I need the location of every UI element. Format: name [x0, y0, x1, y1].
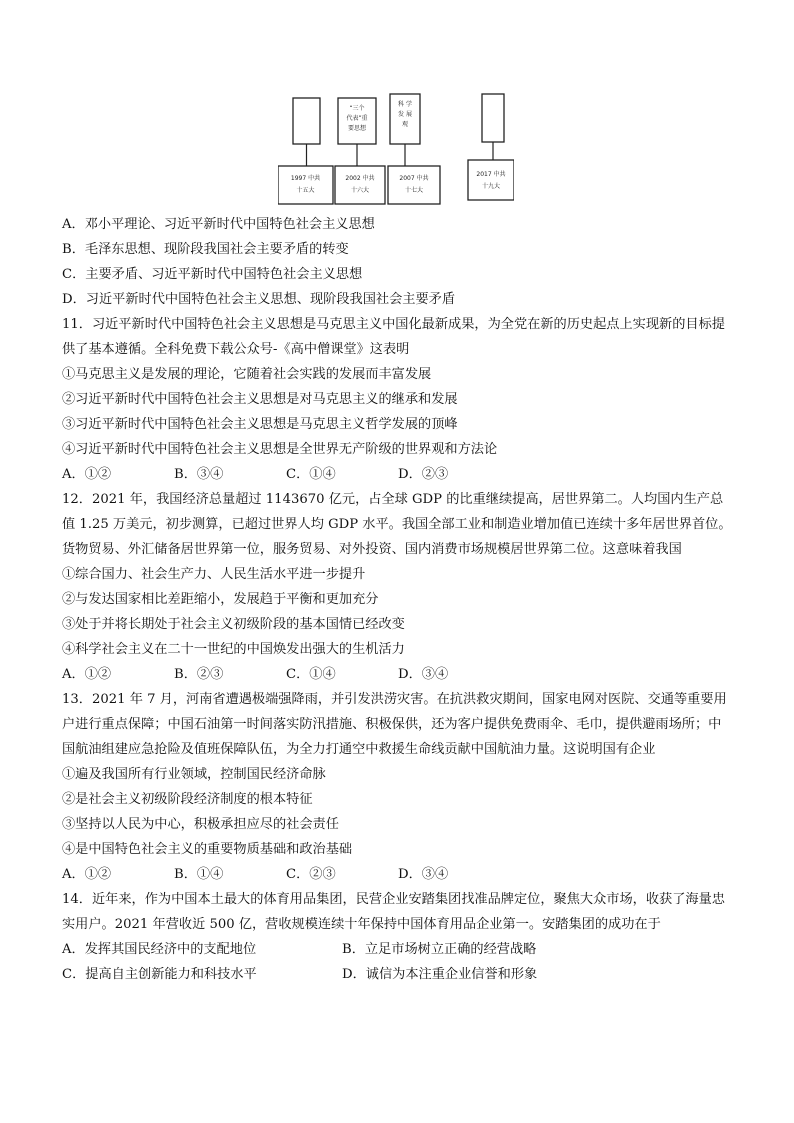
congress-2-line1: 2002 中共	[345, 175, 375, 182]
theory-box-4	[482, 94, 504, 142]
q14-option-b: B．立足市场树立正确的经营战略	[342, 942, 537, 957]
q11-item-2: ②习近平新时代中国特色社会主义思想是对马克思主义的继承和发展	[62, 392, 458, 407]
q13-option-d: D．③④	[398, 867, 449, 882]
q11-option-c: C．①④	[286, 467, 336, 482]
congress-box-4	[468, 160, 514, 200]
q12-option-c: C．①④	[286, 667, 336, 682]
q11-stem: 11．习近平新时代中国特色社会主义思想是马克思主义中国化最新成果，为全党在新的历史起点上实现新的目标提供了基本遵循。全科免费下载公众号-《高中僧课堂》这表明	[62, 317, 725, 357]
q13-option-c: C．②③	[286, 867, 336, 882]
q13-option-b: B．①④	[174, 867, 224, 882]
congress-4-line2: 十九大	[481, 183, 501, 190]
q11-options	[62, 462, 734, 487]
theory-2-line1: “三个	[349, 105, 365, 112]
q10-option-a: A．邓小平理论、习近平新时代中国特色社会主义思想	[62, 217, 375, 232]
congress-4-line1: 2017 中共	[476, 171, 506, 178]
q12-item-4: ④科学社会主义在二十一世纪的中国焕发出强大的生机活力	[62, 642, 405, 657]
q10-option-d: D．习近平新时代中国特色社会主义思想、现阶段我国社会主要矛盾	[62, 292, 456, 307]
q12-option-a: A．①②	[62, 667, 112, 682]
theory-box-1	[293, 98, 320, 144]
q13-item-4: ④是中国特色社会主义的重要物质基础和政治基础	[62, 842, 353, 857]
q14-options-row-1	[62, 937, 734, 962]
congress-1-line1: 1997 中共	[290, 175, 321, 182]
q13-stem: 13．2021 年 7 月，河南省遭遇极端强降雨，并引发洪涝灾害。在抗洪救灾期间，国家电网对医院、交通等重要用户进行重点保障；中国石油第一时间落实防汛措施、积极保供，还为客户提供免费雨伞、毛巾，提供避雨场所；中国航油组建应急抢险及值班保障队伍，为全力打通空中救援生命线贡献中国航油力量。这说明国有企业	[62, 692, 727, 757]
q14-option-c: C．提高自主创新能力和科技水平	[62, 967, 257, 982]
q12-option-b: B．②③	[174, 667, 224, 682]
congress-1-line2: 十五大	[296, 187, 315, 194]
timeline-diagram	[278, 88, 514, 206]
q14-option-d: D．诚信为本注重企业信誉和形象	[342, 967, 538, 982]
q11-item-1: ①马克思主义是发展的理论，它随着社会实践的发展而丰富发展	[62, 367, 432, 382]
q13-item-3: ③坚持以人民为中心，积极承担应尽的社会责任	[62, 817, 339, 832]
congress-3-line2: 十七大	[404, 187, 424, 194]
q10-option-b: B．毛泽东思想、现阶段我国社会主要矛盾的转变	[62, 242, 349, 257]
theory-3-line2: 发 展	[398, 111, 412, 118]
q13-item-2: ②是社会主义初级阶段经济制度的根本特征	[62, 792, 313, 807]
theory-3-line3: 观	[401, 121, 409, 128]
q12-item-3: ③处于并将长期处于社会主义初级阶段的基本国情已经改变	[62, 617, 405, 632]
q12-stem: 12．2021 年，我国经济总量超过 1143670 亿元，占全球 GDP 的比重继续提高，居世界第二。人均国内生产总值 1.25 万美元，初步测算，已超过世界人均 GDP 水平。我国全部工业和制造业增加值已连续十多年居世界首位。货物贸易、外汇储备居世界第一位，服务贸易、对外投资、国内消费市场规模居世界第二位。这意味着我国	[62, 492, 732, 557]
q13-option-a: A．①②	[62, 867, 112, 882]
q11-option-d: D．②③	[398, 467, 449, 482]
q14-options-row-2	[62, 962, 734, 987]
congress-3-line1: 2007 中共	[399, 175, 429, 182]
congress-box-2	[335, 166, 385, 204]
q14-option-a: A．发挥其国民经济中的支配地位	[62, 942, 257, 957]
theory-2-line2: 代表”重	[346, 115, 368, 122]
timeline-diagram-svg	[278, 88, 514, 206]
q11-option-a: A．①②	[62, 467, 112, 482]
q11-option-b: B．③④	[174, 467, 224, 482]
q12-options	[62, 662, 734, 687]
q13-item-1: ①遍及我国所有行业领域，控制国民经济命脉	[62, 767, 326, 782]
q12-option-d: D．③④	[398, 667, 449, 682]
congress-2-line2: 十六大	[350, 187, 370, 194]
q13-options	[62, 862, 734, 887]
q12-item-2: ②与发达国家相比差距缩小，发展趋于平衡和更加充分	[62, 592, 379, 607]
theory-3-line1: 科 学	[398, 101, 412, 108]
q11-item-4: ④习近平新时代中国特色社会主义思想是全世界无产阶级的世界观和方法论	[62, 442, 498, 457]
q12-item-1: ①综合国力、社会生产力、人民生活水平进一步提升	[62, 567, 366, 582]
congress-box-1	[278, 166, 333, 204]
theory-2-line3: 要思想	[347, 125, 367, 132]
q11-item-3: ③习近平新时代中国特色社会主义思想是马克思主义哲学发展的顶峰	[62, 417, 458, 432]
congress-box-3	[388, 166, 440, 204]
q10-option-c: C．主要矛盾、习近平新时代中国特色社会主义思想	[62, 267, 363, 282]
q14-stem: 14．近年来，作为中国本土最大的体育用品集团，民营企业安踏集团找准品牌定位，聚焦大众市场，收获了海量忠实用户。2021 年营收近 500 亿，营收规模连续十年保持中国体育用品企业第一。安踏集团的成功在于	[62, 892, 725, 932]
question-content	[62, 212, 734, 987]
